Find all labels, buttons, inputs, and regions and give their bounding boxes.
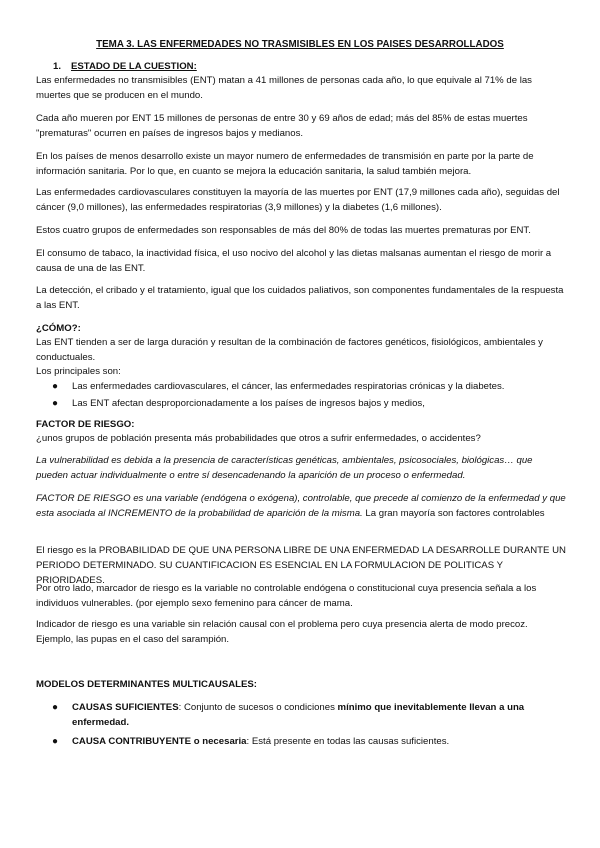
- term-causa-contribuyente: CAUSA CONTRIBUYENTE: [72, 736, 192, 747]
- list-item: [36, 734, 566, 749]
- factor-definition-normal: La gran mayoría son factores controlables: [365, 508, 545, 519]
- principales-list: [36, 379, 566, 411]
- list-item: [36, 396, 566, 411]
- section-number: 1.: [53, 61, 62, 72]
- term-description: : Está presente en todas las causas suficientes.: [246, 736, 450, 747]
- factor-definition-italic: FACTOR DE RIESGO es una variable (endógena o exógena), controlable, que precede al comienzo de la enfermedad y que esta asociada al INCREMENTO de la probabilidad de aparición de la misma.: [36, 493, 566, 519]
- paragraph-riesgo: El riesgo es la PROBABILIDAD DE QUE UNA PERSONA LIBRE DE UNA ENFERMEDAD LA DESARROLLE DURANTE UN PERIODO DETERMINADO. SU CUANTIFICACION ES ESENCIAL EN LA FORMULACION DE POLITICAS Y PRIORIDADES.: [36, 545, 566, 586]
- section-heading-estado: [53, 59, 583, 74]
- paragraph-premature-deaths: Cada año mueren por ENT 15 millones de personas de entre 30 y 69 años de edad; más del 85% de estas muertes "prematuras" ocurren en países de ingresos bajos y medianos.: [36, 113, 528, 139]
- list-item-text: Las ENT afectan desproporcionadamente a los países de ingresos bajos y medios,: [72, 398, 425, 409]
- heading-como: ¿CÓMO?:: [36, 323, 81, 334]
- term-description: : Conjunto de sucesos o condiciones: [178, 702, 338, 713]
- list-item: [36, 700, 566, 730]
- paragraph-less-developed: En los países de menos desarrollo existe un mayor numero de enfermedades de transmisión en parte por la parte de información sanitaria. Por lo que, en cuanto se mejora la educación sanitaria, la salud también mejora.: [36, 151, 534, 177]
- list-item: [36, 379, 566, 394]
- paragraph-detection: La detección, el cribado y el tratamiento, igual que los cuidados paliativos, son componentes fundamentales de la respuesta a las ENT.: [36, 285, 564, 311]
- bullet-icon: ●: [52, 702, 59, 713]
- heading-modelos: MODELOS DETERMINANTES MULTICAUSALES:: [36, 679, 258, 690]
- paragraph-ent-deaths: Las enfermedades no transmisibles (ENT) matan a 41 millones de personas cada año, lo que equivale al 71% de las muertes que se producen en el mundo.: [36, 75, 532, 101]
- paragraph-vulnerabilidad: La vulnerabilidad es debida a la presencia de características genéticas, ambientales, psicosociales, biológicas… que pueden actuar individualmente o entre sí desencadenando la aparición de un proceso o enfermedad.: [36, 455, 533, 481]
- modelos-list: [36, 700, 566, 749]
- paragraph-factor-definition: [36, 491, 566, 521]
- bullet-icon: ●: [52, 398, 59, 409]
- term-description-bold: mínimo que inevitablemente llevan a una enfermedad.: [72, 702, 525, 728]
- section-label: ESTADO DE LA CUESTION:: [71, 61, 197, 72]
- paragraph-principales: Los principales son:: [36, 366, 121, 377]
- paragraph-como-text: Las ENT tienden a ser de larga duración y resultan de la combinación de factores genéticos, fisiológicos, ambientales y conductuales.: [36, 337, 543, 363]
- bullet-icon: ●: [52, 736, 59, 747]
- term-qualifier-bold: o necesaria: [191, 736, 247, 747]
- paragraph-risk-habits: El consumo de tabaco, la inactividad física, el uso nocivo del alcohol y las dietas malsanas aumentan el riesgo de morir a causa de una de las ENT.: [36, 248, 552, 274]
- heading-factor-riesgo: FACTOR DE RIESGO:: [36, 419, 135, 430]
- paragraph-marcador: Por otro lado, marcador de riesgo es la variable no controlable endógena o constitucional cuya presencia señala a los individuos vulnerables. (por ejemplo sexo femenino para cáncer de mama.: [36, 583, 537, 609]
- document-title: TEMA 3. LAS ENFERMEDADES NO TRASMISIBLES EN LOS PAISES DESARROLLADOS: [96, 39, 504, 50]
- bullet-icon: ●: [52, 381, 59, 392]
- list-item-text: Las enfermedades cardiovasculares, el cáncer, las enfermedades respiratorias crónicas y la diabetes.: [72, 381, 505, 392]
- paragraph-cardiovascular: Las enfermedades cardiovasculares constituyen la mayoría de las muertes por ENT (17,9 millones cada año), seguidas del cáncer (9,0 millones), las enfermedades respiratorias (3,9 millones) y la diabetes (1,6 millones).: [36, 187, 560, 213]
- paragraph-question: ¿unos grupos de población presenta más probabilidades que otros a sufrir enfermedades, o accidentes?: [36, 433, 481, 444]
- term-causas-suficientes: CAUSAS SUFICIENTES: [72, 702, 179, 713]
- paragraph-four-groups: Estos cuatro grupos de enfermedades son responsables de más del 80% de todas las muertes prematuras por ENT.: [36, 225, 531, 236]
- paragraph-indicador: Indicador de riesgo es una variable sin relación causal con el problema pero cuya presencia alerta de modo precoz. Ejemplo, las pupas en el caso del sarampión.: [36, 619, 528, 645]
